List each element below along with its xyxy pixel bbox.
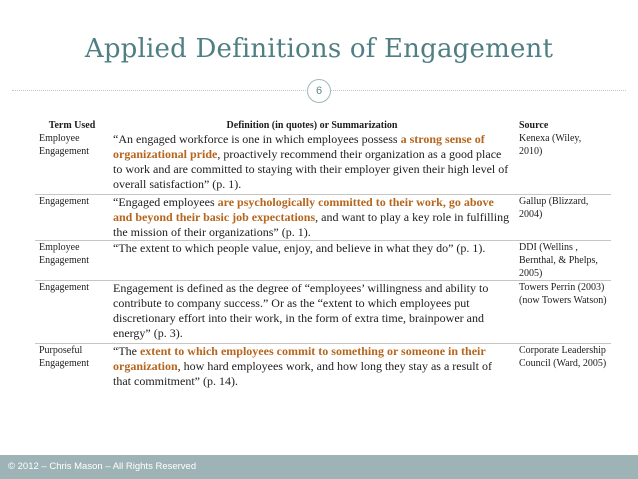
definition-text: “An engaged workforce is one in which employees possess	[113, 132, 401, 146]
term-cell: Purposeful Engagement	[35, 343, 109, 393]
definitions-table	[35, 120, 611, 393]
definition-cell	[109, 343, 515, 393]
term-cell: Employee Engagement	[35, 240, 109, 280]
footer-bar	[0, 455, 638, 479]
table-row	[35, 132, 611, 194]
source-cell: Kenexa (Wiley, 2010)	[519, 133, 582, 157]
source-cell: DDI (Wellins , Bernthal, & Phelps, 2005)	[515, 240, 611, 280]
definition-highlight: a strong sense of organizational pride	[113, 132, 485, 161]
table-row	[35, 280, 611, 343]
term-cell: Engagement	[35, 280, 109, 343]
definition-cell	[109, 280, 515, 343]
term-cell: Engagement	[35, 194, 109, 240]
definition-text: “The extent to which people value, enjoy, and believe in what they do” (p. 1).	[113, 240, 486, 255]
definition-text: , how hard employees work, and how long they stay as a result of that commitment” (p. 14).	[113, 358, 492, 388]
definition-highlight: extent to which employees commit to something or someone in their organization	[113, 343, 486, 373]
source-cell: Towers Perrin (2003) (now Towers Watson)	[515, 280, 611, 343]
definition-cell	[109, 240, 515, 280]
definition-text: “The	[113, 343, 140, 358]
table-row	[35, 343, 611, 393]
definition-text: Engagement is defined as the degree of “employees’ willingness and ability to contribute to company success.” Or as the “extent to which employees put discretionary effort into their work, in the form of extra time, brainpower and energy” (p. 3).	[113, 280, 489, 340]
copyright-text: © 2012 – Chris Mason – All Rights Reserved	[8, 461, 197, 472]
header-source: Source	[519, 120, 549, 131]
definition-cell	[109, 194, 515, 240]
definition-highlight: are psychologically committed to their work, go above and beyond their basic job expectations	[113, 194, 494, 224]
table-row	[35, 240, 611, 280]
definition-text: , and want to play a key role in fulfilling the mission of their organizations” (p. 1).	[113, 209, 510, 239]
source-cell: Gallup (Blizzard, 2004)	[515, 194, 611, 240]
page-number-badge: 6	[307, 79, 331, 103]
definition-cell	[109, 132, 515, 194]
definition-text: “Engaged employees	[113, 194, 218, 209]
header-term-used: Term Used	[48, 120, 96, 131]
table-header-row	[35, 120, 611, 132]
table-row	[35, 194, 611, 240]
header-definition: Definition (in quotes) or Summarization	[226, 120, 398, 131]
slide-title: Applied Definitions of Engagement	[84, 34, 554, 64]
source-cell: Corporate Leadership Council (Ward, 2005)	[515, 343, 611, 393]
definition-text: , proactively recommend their organization as a good place to work and are committed to staying with their employer given their high level of overall satisfaction” (p. 1).	[113, 147, 509, 191]
term-cell: Employee Engagement	[39, 133, 89, 157]
